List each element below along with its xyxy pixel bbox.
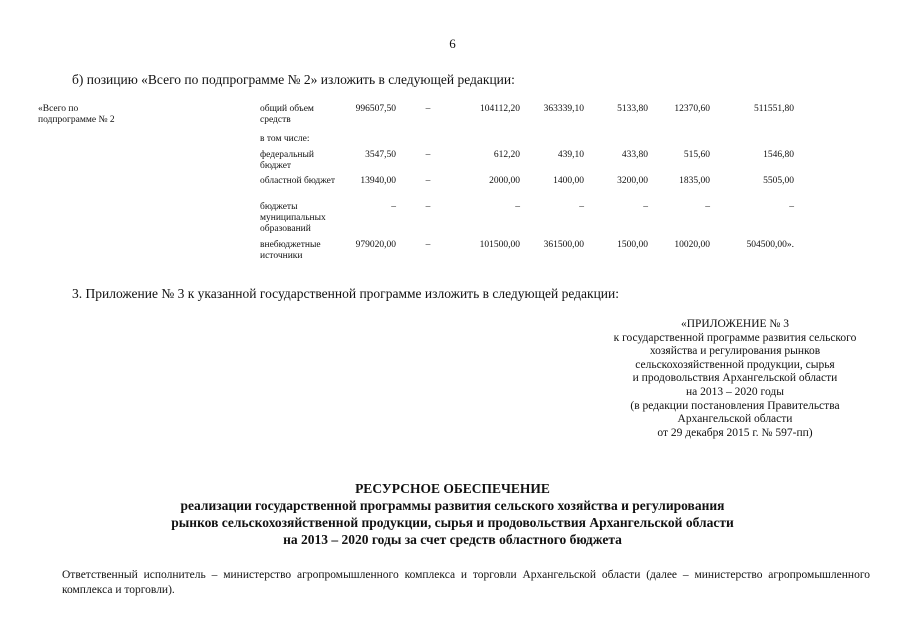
row-label: «Всего по подпрограмме № 2 (38, 104, 115, 125)
table-cell: 5133,80 (617, 104, 648, 114)
table-cell: 12370,60 (674, 104, 710, 114)
responsible-executor-text: Ответственный исполнитель – министерство агропромышленного комплекса и торговли Архангельской области (далее – министерство агропромышленного комплекса и торговли). (62, 569, 870, 596)
appendix-line: «ПРИЛОЖЕНИЕ № 3 (680, 318, 789, 330)
table-cell: 439,10 (557, 150, 584, 160)
table-cell: 13940,00 (360, 176, 396, 186)
heading-line: рынков сельскохозяйственной продукции, сырья и продовольствия Архангельской области (171, 515, 734, 530)
table-cell: – (425, 202, 431, 212)
table-cell: – (425, 176, 431, 186)
table-cell: – (425, 150, 431, 160)
table-cell: – (705, 202, 710, 212)
table-cell: – (789, 202, 794, 212)
table-cell: – (579, 202, 584, 212)
table-cell: 10020,00 (674, 240, 710, 250)
table-cell: 1835,00 (679, 176, 710, 186)
table-cell: 511551,80 (753, 104, 794, 114)
paragraph-3: 3. Приложение № 3 к указанной государственной программе изложить в следующей редакции: (72, 286, 619, 301)
table-cell: 433,80 (621, 150, 648, 160)
table-cell: – (515, 202, 520, 212)
row-category: областной бюджет (260, 176, 336, 186)
heading-line: на 2013 – 2020 годы за счет средств областного бюджета (283, 532, 622, 547)
table-cell: 2000,00 (489, 176, 520, 186)
table-cell: – (425, 104, 431, 114)
table-cell: 1546,80 (763, 150, 794, 160)
table-cell: 515,60 (683, 150, 710, 160)
heading-line: РЕСУРСНОЕ ОБЕСПЕЧЕНИЕ (355, 481, 550, 496)
table-cell: 1500,00 (617, 240, 648, 250)
row-category: бюджеты муниципальных образований (260, 202, 326, 234)
table-cell: 104112,20 (479, 104, 520, 114)
table-cell: 363339,10 (543, 104, 584, 114)
table-cell: 979020,00 (355, 240, 396, 250)
appendix-line: хозяйства и регулирования рынков (649, 345, 821, 358)
table-cell: – (643, 202, 648, 212)
appendix-line: Архангельской области (677, 413, 793, 426)
appendix-line: (в редакции постановления Правительства (630, 399, 840, 412)
table-cell: – (391, 202, 396, 212)
appendix-line: от 29 декабря 2015 г. № 597-пп) (657, 426, 813, 439)
table-cell: 361500,00 (543, 240, 584, 250)
row-category: в том числе: (260, 134, 310, 144)
table-cell: – (425, 240, 431, 250)
table-cell: 1400,00 (553, 176, 584, 186)
table-cell: 996507,50 (355, 104, 396, 114)
heading-line: реализации государственной программы развития сельского хозяйства и регулирования (180, 498, 725, 513)
page-number: 6 (449, 36, 456, 51)
appendix-line: сельскохозяйственной продукции, сырья (635, 358, 835, 371)
row-category: внебюджетные источники (260, 240, 321, 261)
table-cell: 612,20 (493, 150, 520, 160)
appendix-line: и продовольствия Архангельской области (632, 372, 838, 385)
table-cell: 3547,50 (365, 150, 396, 160)
table-cell: 5505,00 (763, 176, 794, 186)
row-category: федеральный бюджет (260, 150, 314, 171)
section-heading (0, 480, 905, 548)
appendix-line: на 2013 – 2020 годы (686, 385, 784, 398)
appendix-line: к государственной программе развития сельского (613, 331, 857, 344)
table-cell: 3200,00 (617, 176, 648, 186)
appendix-caption (560, 318, 905, 440)
row-category: общий объем средств (260, 104, 314, 125)
table-cell: 101500,00 (479, 240, 520, 250)
table-cell: 504500,00». (746, 240, 794, 250)
paragraph-b: б) позицию «Всего по подпрограмме № 2» изложить в следующей редакции: (72, 72, 515, 87)
